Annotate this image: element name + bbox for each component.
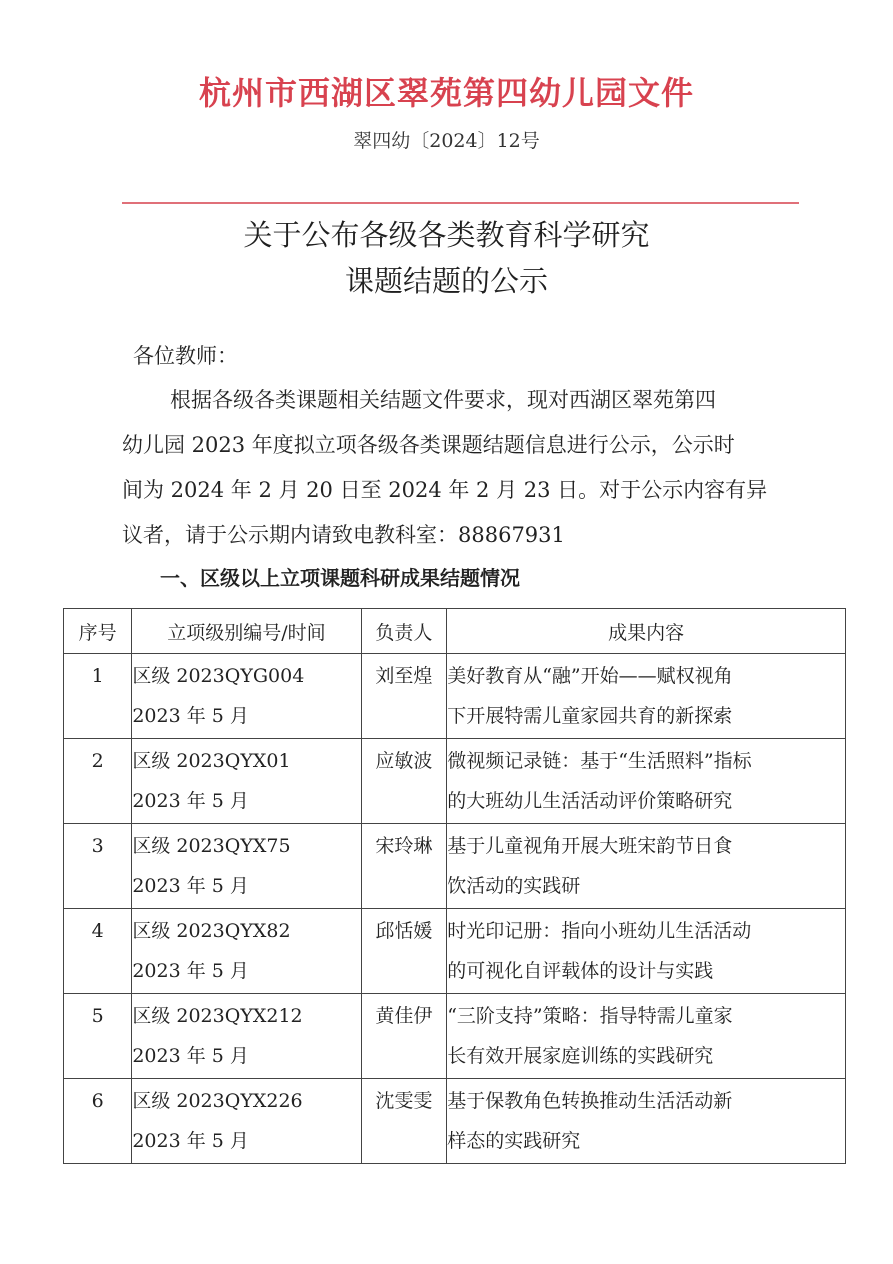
row-project-code: 区级 2023QYX01 2023 年 5 月 — [132, 739, 361, 824]
row-serial-number: 5 — [64, 994, 132, 1079]
row-owner: 刘至煌 — [361, 654, 447, 739]
results-table — [63, 608, 846, 1164]
header-owner: 负责人 — [361, 609, 447, 654]
body-line: 根据各级各类课题相关结题文件要求，现对西湖区翠苑第四 — [170, 388, 716, 412]
row-content: 基于保教角色转换推动生活活动新 样态的实践研究 — [447, 1079, 846, 1164]
table-row — [64, 654, 846, 739]
row-project-code: 区级 2023QYX226 2023 年 5 月 — [132, 1079, 361, 1164]
row-serial-number: 6 — [64, 1079, 132, 1164]
row-owner: 沈雯雯 — [361, 1079, 447, 1164]
row-serial-number: 3 — [64, 824, 132, 909]
notice-title-line-2: 课题结题的公示 — [344, 264, 548, 298]
row-owner: 邱恬媛 — [361, 909, 447, 994]
row-owner: 黄佳伊 — [361, 994, 447, 1079]
body-paragraph — [122, 378, 802, 558]
row-content: 基于儿童视角开展大班宋韵节日食 饮活动的实践研 — [447, 824, 846, 909]
table-row — [64, 824, 846, 909]
body-line: 间为 2024 年 2 月 20 日至 2024 年 2 月 23 日。对于公示内容有异 — [122, 478, 768, 502]
section-heading: 一、区级以上立项课题科研成果结题情况 — [160, 566, 520, 590]
row-project-code: 区级 2023QYG004 2023 年 5 月 — [132, 654, 361, 739]
header-serial-number: 序号 — [64, 609, 132, 654]
row-serial-number: 4 — [64, 909, 132, 994]
row-serial-number: 2 — [64, 739, 132, 824]
body-line: 议者，请于公示期内请致电教科室：88867931 — [122, 523, 565, 547]
table-row — [64, 739, 846, 824]
table-row — [64, 994, 846, 1079]
table-row — [64, 1079, 846, 1164]
salutation: 各位教师： — [133, 344, 238, 368]
row-owner: 应敏波 — [361, 739, 447, 824]
body-line: 幼儿园 2023 年度拟立项各级各类课题结题信息进行公示，公示时 — [122, 433, 735, 457]
row-project-code: 区级 2023QYX82 2023 年 5 月 — [132, 909, 361, 994]
table-header-row — [64, 609, 846, 654]
header-project-code: 立项级别编号/时间 — [132, 609, 361, 654]
org-document-title: 杭州市西湖区翠苑第四幼儿园文件 — [198, 74, 694, 112]
row-content: 微视频记录链：基于“生活照料”指标 的大班幼儿生活活动评价策略研究 — [447, 739, 846, 824]
row-content: 时光印记册：指向小班幼儿生活活动 的可视化自评载体的设计与实践 — [447, 909, 846, 994]
row-content: 美好教育从“融”开始——赋权视角 下开展特需儿童家园共育的新探索 — [447, 654, 846, 739]
header-content: 成果内容 — [447, 609, 846, 654]
table-row — [64, 909, 846, 994]
row-project-code: 区级 2023QYX212 2023 年 5 月 — [132, 994, 361, 1079]
notice-title-line-1: 关于公布各级各类教育科学研究 — [243, 218, 650, 252]
row-project-code: 区级 2023QYX75 2023 年 5 月 — [132, 824, 361, 909]
row-owner: 宋玲琳 — [361, 824, 447, 909]
document-number: 翠四幼〔2024〕12号 — [353, 130, 540, 152]
row-serial-number: 1 — [64, 654, 132, 739]
red-divider-line — [122, 202, 799, 204]
notice-title — [0, 212, 893, 304]
row-content: “三阶支持”策略：指导特需儿童家 长有效开展家庭训练的实践研究 — [447, 994, 846, 1079]
